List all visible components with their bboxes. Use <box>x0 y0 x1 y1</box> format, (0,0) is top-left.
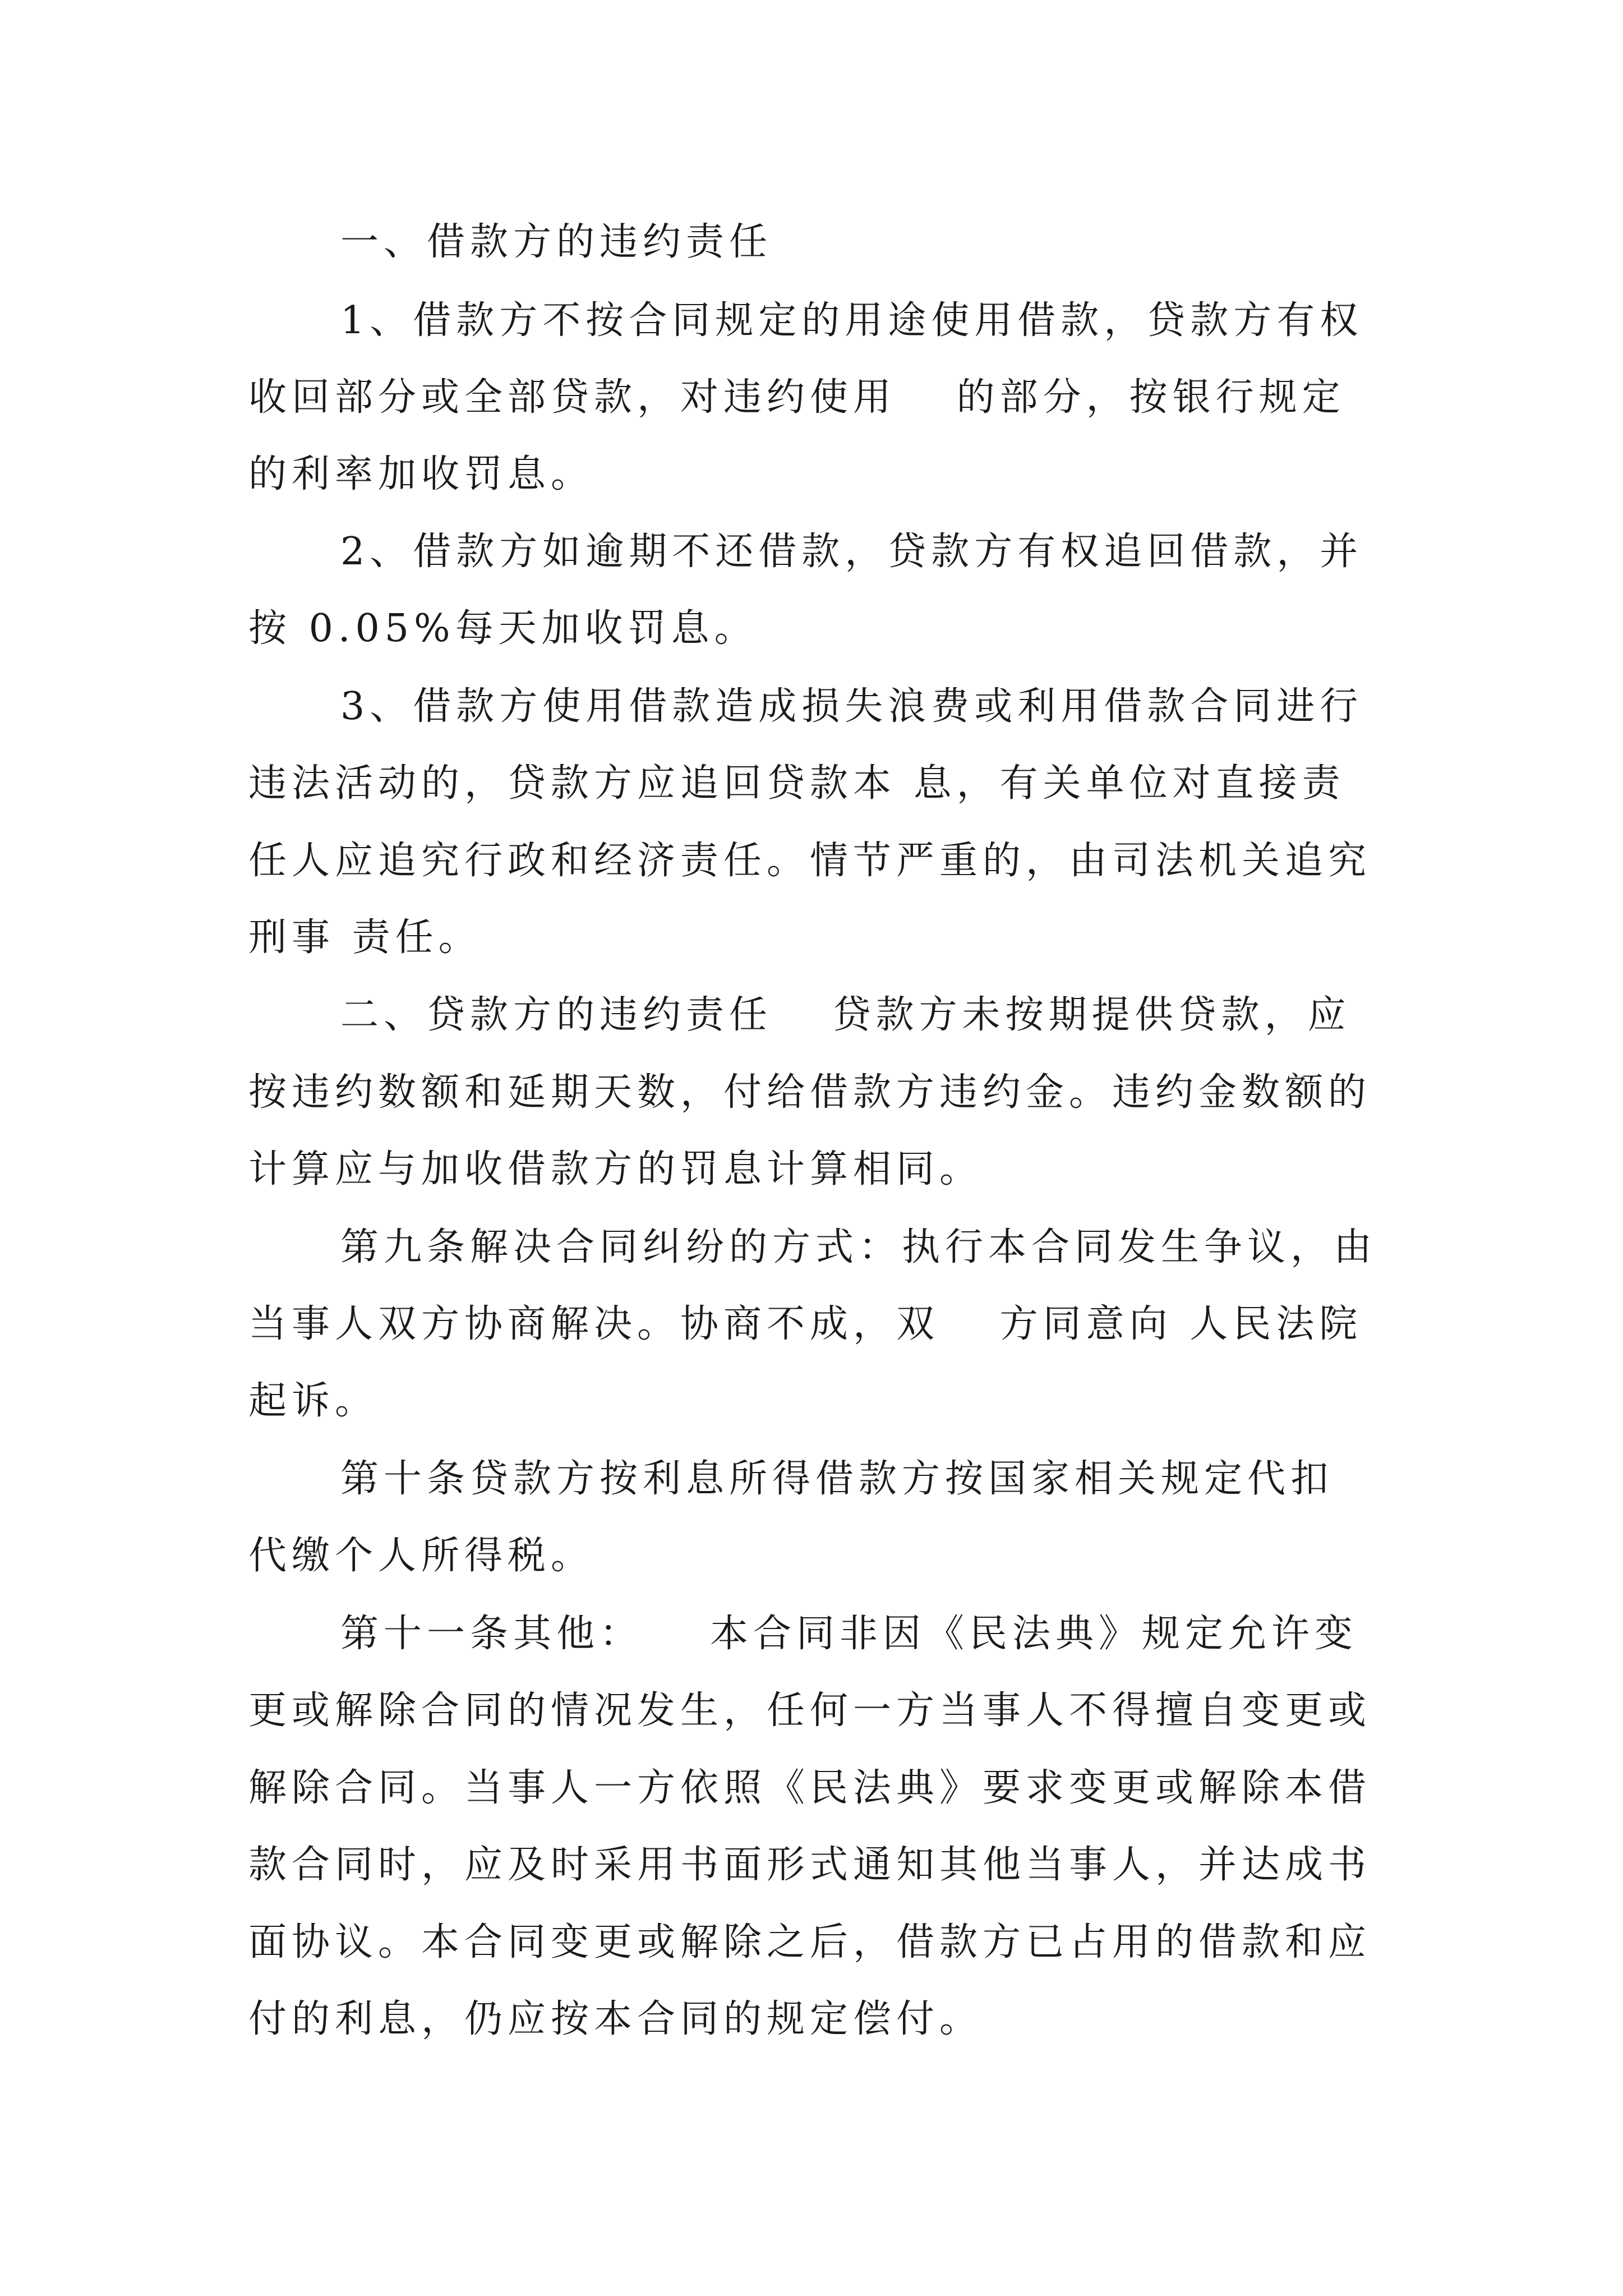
article-nine-line: 第九条解决合同纠纷的方式：执行本合同发生争议，由 <box>340 1225 1377 1269</box>
paragraph-line: 当事人双方协商解决。协商不成，双 方同意向 人民法院 <box>248 1302 1363 1346</box>
article-eleven-line: 第十一条其他： 本合同非因《民法典》规定允许变 <box>340 1612 1358 1656</box>
section-heading-borrower-liability: 一、借款方的违约责任 <box>340 220 773 264</box>
paragraph-line: 任人应追究行政和经济责任。情节严重的，由司法机关追究 <box>248 839 1372 883</box>
paragraph-line: 计算应与加收借款方的罚息计算相同。 <box>248 1147 983 1191</box>
paragraph-line: 违法活动的，贷款方应追回贷款本 息，有关单位对直接责 <box>248 761 1345 806</box>
article-ten-line: 第十条贷款方按利息所得借款方按国家相关规定代扣 <box>340 1457 1334 1501</box>
paragraph-line: 代缴个人所得税。 <box>248 1534 594 1578</box>
paragraph-line: 按违约数额和延期天数，付给借款方违约金。违约金数额的 <box>248 1070 1372 1115</box>
paragraph-line: 收回部分或全部贷款，对违约使用 的部分，按银行规定 <box>248 375 1345 420</box>
paragraph-line: 解除合同。当事人一方依照《民法典》要求变更或解除本借 <box>248 1766 1372 1810</box>
paragraph-line: 更或解除合同的情况发生，任何一方当事人不得擅自变更或 <box>248 1688 1372 1733</box>
paragraph-line: 面协议。本合同变更或解除之后，借款方已占用的借款和应 <box>248 1920 1372 1964</box>
paragraph-line: 3、借款方使用借款造成损失浪费或利用借款合同进行 <box>340 684 1363 729</box>
paragraph-line: 刑事 责任。 <box>248 915 482 960</box>
paragraph-line: 2、借款方如逾期不还借款，贷款方有权追回借款，并 <box>340 530 1363 574</box>
paragraph-line: 付的利息，仍应按本合同的规定偿付。 <box>248 1997 983 2041</box>
paragraph-line: 1、借款方不按合同规定的用途使用借款，贷款方有权 <box>340 298 1363 343</box>
paragraph-line: 起诉。 <box>248 1379 379 1423</box>
paragraph-line: 款合同时，应及时采用书面形式通知其他当事人，并达成书 <box>248 1843 1372 1887</box>
paragraph-line: 按 0.05%每天加收罚息。 <box>248 606 758 651</box>
section-heading-lender-liability: 二、贷款方的违约责任 贷款方未按期提供贷款，应 <box>340 993 1351 1037</box>
paragraph-line: 的利率加收罚息。 <box>248 452 594 496</box>
